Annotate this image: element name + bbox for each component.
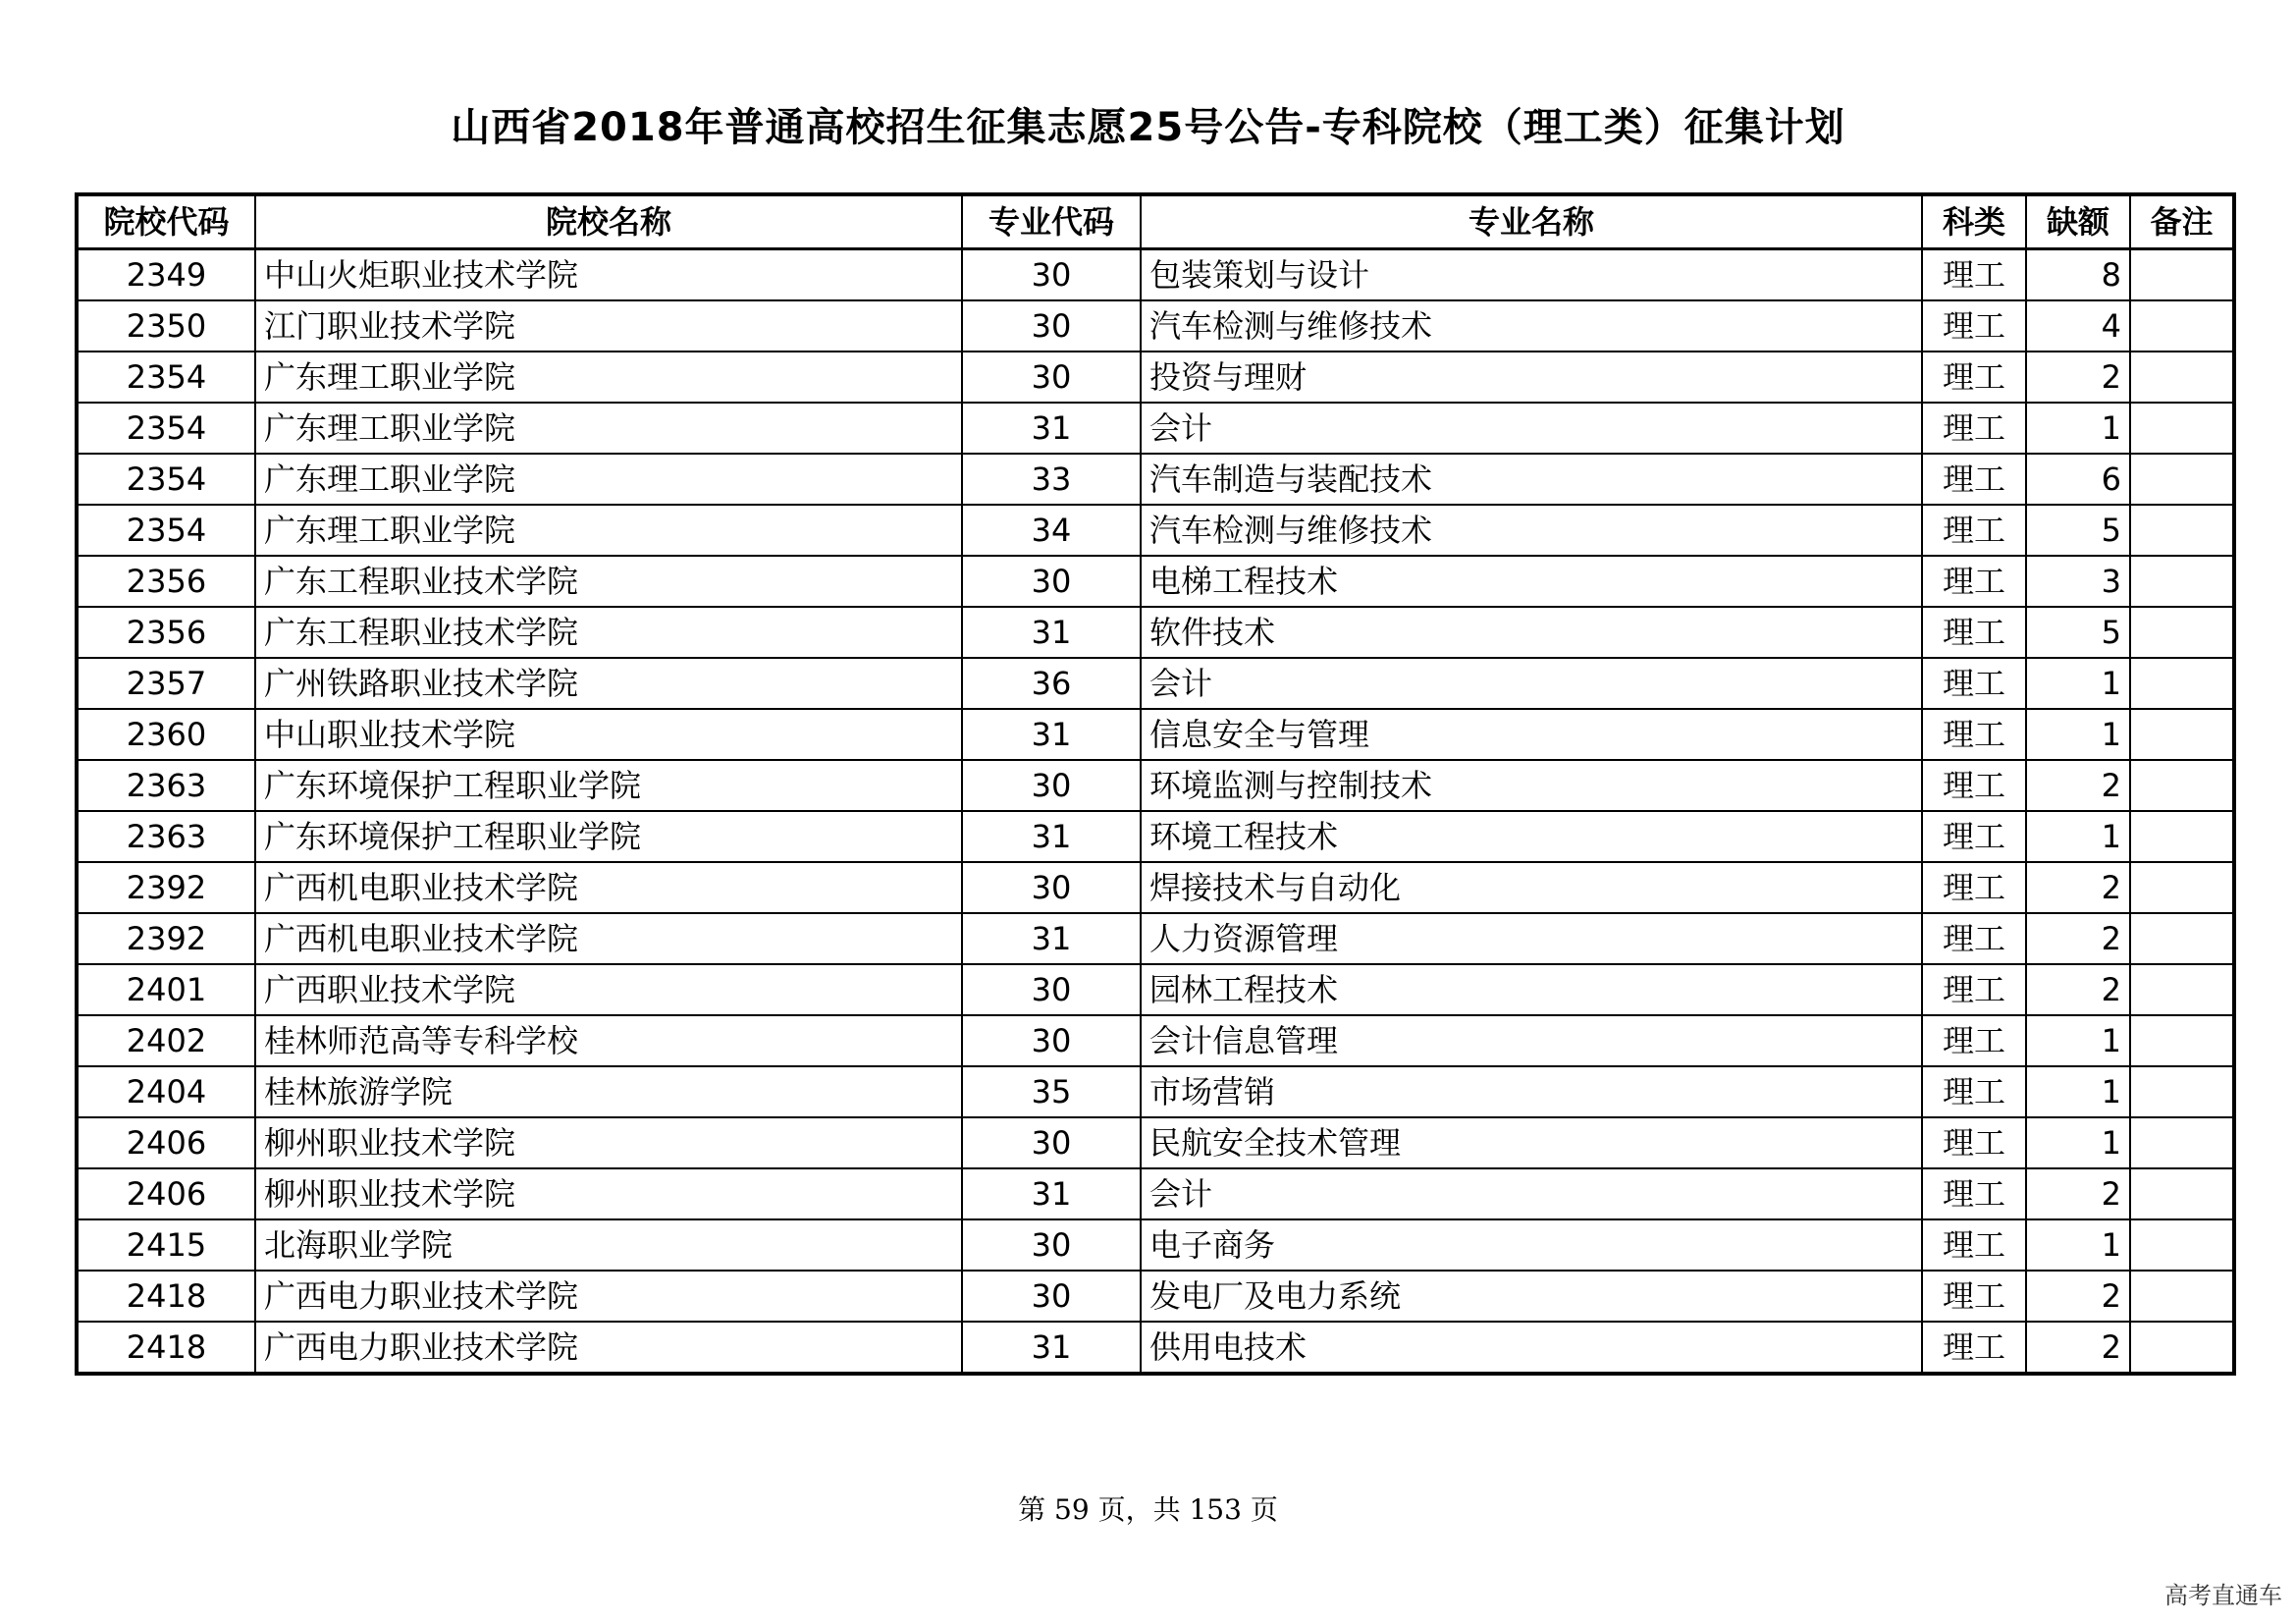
cell-category: 理工 xyxy=(1922,556,2026,607)
cell-note xyxy=(2130,709,2234,760)
table-row xyxy=(77,454,2234,505)
cell-school-name: 广东环境保护工程职业学院 xyxy=(255,760,962,811)
cell-note xyxy=(2130,1219,2234,1271)
table-row xyxy=(77,1219,2234,1271)
watermark-text: 高考直通车 xyxy=(2164,1582,2282,1609)
cell-category: 理工 xyxy=(1922,964,2026,1015)
cell-note xyxy=(2130,505,2234,556)
cell-school-code: 2415 xyxy=(77,1219,255,1271)
cell-school-code: 2356 xyxy=(77,556,255,607)
cell-major-name: 会计 xyxy=(1141,658,1922,709)
cell-school-name: 广西电力职业技术学院 xyxy=(255,1322,962,1374)
cell-school-code: 2357 xyxy=(77,658,255,709)
cell-major-name: 供用电技术 xyxy=(1141,1322,1922,1374)
cell-major-code: 30 xyxy=(962,862,1141,913)
cell-major-code: 30 xyxy=(962,1117,1141,1168)
cell-quota: 5 xyxy=(2026,607,2130,658)
cell-major-name: 汽车检测与维修技术 xyxy=(1141,505,1922,556)
cell-school-name: 广东工程职业技术学院 xyxy=(255,556,962,607)
table-header-row xyxy=(77,194,2234,249)
cell-category: 理工 xyxy=(1922,249,2026,301)
page-title: 山西省2018年普通高校招生征集志愿25号公告-专科院校（理工类）征集计划 xyxy=(451,105,1845,150)
cell-quota: 1 xyxy=(2026,1066,2130,1117)
cell-major-name: 汽车检测与维修技术 xyxy=(1141,300,1922,352)
cell-school-name: 中山火炬职业技术学院 xyxy=(255,249,962,301)
header-school-name: 院校名称 xyxy=(255,194,962,249)
cell-note xyxy=(2130,454,2234,505)
cell-note xyxy=(2130,249,2234,301)
cell-school-name: 广州铁路职业技术学院 xyxy=(255,658,962,709)
header-note: 备注 xyxy=(2130,194,2234,249)
cell-quota: 4 xyxy=(2026,300,2130,352)
cell-quota: 1 xyxy=(2026,1117,2130,1168)
header-category: 科类 xyxy=(1922,194,2026,249)
cell-quota: 2 xyxy=(2026,1322,2130,1374)
cell-note xyxy=(2130,300,2234,352)
cell-quota: 2 xyxy=(2026,1168,2130,1219)
cell-school-code: 2349 xyxy=(77,249,255,301)
table-row xyxy=(77,1015,2234,1066)
cell-major-code: 30 xyxy=(962,964,1141,1015)
cell-major-name: 汽车制造与装配技术 xyxy=(1141,454,1922,505)
cell-note xyxy=(2130,1117,2234,1168)
table-row xyxy=(77,1117,2234,1168)
cell-major-name: 软件技术 xyxy=(1141,607,1922,658)
cell-school-name: 广西机电职业技术学院 xyxy=(255,913,962,964)
table-body xyxy=(77,249,2234,1375)
cell-major-name: 投资与理财 xyxy=(1141,352,1922,403)
table-row xyxy=(77,1322,2234,1374)
cell-major-code: 31 xyxy=(962,403,1141,454)
cell-category: 理工 xyxy=(1922,1066,2026,1117)
cell-major-name: 人力资源管理 xyxy=(1141,913,1922,964)
cell-school-name: 广西电力职业技术学院 xyxy=(255,1271,962,1322)
cell-quota: 6 xyxy=(2026,454,2130,505)
cell-major-code: 30 xyxy=(962,1219,1141,1271)
plan-table-container xyxy=(75,192,2232,1376)
cell-category: 理工 xyxy=(1922,1117,2026,1168)
table-row xyxy=(77,1168,2234,1219)
cell-note xyxy=(2130,964,2234,1015)
table-row xyxy=(77,760,2234,811)
cell-category: 理工 xyxy=(1922,454,2026,505)
cell-note xyxy=(2130,658,2234,709)
cell-note xyxy=(2130,607,2234,658)
cell-school-code: 2392 xyxy=(77,862,255,913)
cell-school-code: 2418 xyxy=(77,1322,255,1374)
cell-school-name: 江门职业技术学院 xyxy=(255,300,962,352)
cell-major-name: 会计 xyxy=(1141,403,1922,454)
cell-school-name: 柳州职业技术学院 xyxy=(255,1168,962,1219)
page-number-footer: 第 59 页，共 153 页 xyxy=(1018,1493,1278,1526)
table-row xyxy=(77,300,2234,352)
cell-quota: 2 xyxy=(2026,862,2130,913)
cell-quota: 8 xyxy=(2026,249,2130,301)
cell-major-code: 31 xyxy=(962,1168,1141,1219)
cell-major-name: 市场营销 xyxy=(1141,1066,1922,1117)
cell-note xyxy=(2130,1322,2234,1374)
cell-quota: 2 xyxy=(2026,352,2130,403)
cell-category: 理工 xyxy=(1922,1219,2026,1271)
cell-major-code: 31 xyxy=(962,709,1141,760)
cell-category: 理工 xyxy=(1922,352,2026,403)
table-row xyxy=(77,913,2234,964)
cell-major-code: 31 xyxy=(962,1322,1141,1374)
cell-major-name: 会计信息管理 xyxy=(1141,1015,1922,1066)
header-major-name: 专业名称 xyxy=(1141,194,1922,249)
table-row xyxy=(77,556,2234,607)
table-row xyxy=(77,1271,2234,1322)
cell-school-code: 2401 xyxy=(77,964,255,1015)
cell-major-code: 31 xyxy=(962,607,1141,658)
cell-school-name: 广东工程职业技术学院 xyxy=(255,607,962,658)
cell-major-code: 31 xyxy=(962,811,1141,862)
cell-category: 理工 xyxy=(1922,1015,2026,1066)
cell-major-code: 30 xyxy=(962,249,1141,301)
cell-category: 理工 xyxy=(1922,658,2026,709)
cell-note xyxy=(2130,862,2234,913)
cell-school-code: 2354 xyxy=(77,352,255,403)
cell-major-code: 36 xyxy=(962,658,1141,709)
plan-table xyxy=(75,192,2236,1376)
cell-quota: 2 xyxy=(2026,964,2130,1015)
header-major-code: 专业代码 xyxy=(962,194,1141,249)
cell-school-name: 广东理工职业学院 xyxy=(255,403,962,454)
cell-category: 理工 xyxy=(1922,862,2026,913)
cell-school-name: 广东理工职业学院 xyxy=(255,505,962,556)
cell-category: 理工 xyxy=(1922,760,2026,811)
cell-quota: 1 xyxy=(2026,1219,2130,1271)
cell-category: 理工 xyxy=(1922,607,2026,658)
cell-quota: 2 xyxy=(2026,1271,2130,1322)
cell-school-name: 中山职业技术学院 xyxy=(255,709,962,760)
cell-major-code: 31 xyxy=(962,913,1141,964)
cell-school-code: 2392 xyxy=(77,913,255,964)
cell-major-code: 33 xyxy=(962,454,1141,505)
cell-school-name: 广西机电职业技术学院 xyxy=(255,862,962,913)
cell-school-name: 北海职业学院 xyxy=(255,1219,962,1271)
cell-note xyxy=(2130,1015,2234,1066)
cell-category: 理工 xyxy=(1922,811,2026,862)
cell-major-name: 会计 xyxy=(1141,1168,1922,1219)
cell-category: 理工 xyxy=(1922,913,2026,964)
cell-major-name: 电梯工程技术 xyxy=(1141,556,1922,607)
cell-category: 理工 xyxy=(1922,505,2026,556)
table-row xyxy=(77,352,2234,403)
table-row xyxy=(77,658,2234,709)
cell-major-code: 30 xyxy=(962,556,1141,607)
cell-major-name: 发电厂及电力系统 xyxy=(1141,1271,1922,1322)
cell-quota: 3 xyxy=(2026,556,2130,607)
cell-note xyxy=(2130,556,2234,607)
table-row xyxy=(77,1066,2234,1117)
table-row xyxy=(77,964,2234,1015)
cell-school-name: 广东理工职业学院 xyxy=(255,352,962,403)
cell-note xyxy=(2130,811,2234,862)
table-row xyxy=(77,249,2234,301)
cell-major-code: 30 xyxy=(962,300,1141,352)
header-school-code: 院校代码 xyxy=(77,194,255,249)
cell-school-code: 2402 xyxy=(77,1015,255,1066)
cell-quota: 1 xyxy=(2026,709,2130,760)
cell-quota: 2 xyxy=(2026,913,2130,964)
cell-category: 理工 xyxy=(1922,403,2026,454)
cell-school-code: 2363 xyxy=(77,811,255,862)
cell-school-code: 2363 xyxy=(77,760,255,811)
cell-quota: 1 xyxy=(2026,403,2130,454)
cell-school-name: 桂林师范高等专科学校 xyxy=(255,1015,962,1066)
cell-school-code: 2406 xyxy=(77,1168,255,1219)
cell-school-name: 广东理工职业学院 xyxy=(255,454,962,505)
cell-quota: 2 xyxy=(2026,760,2130,811)
cell-school-code: 2406 xyxy=(77,1117,255,1168)
cell-major-name: 环境监测与控制技术 xyxy=(1141,760,1922,811)
cell-quota: 1 xyxy=(2026,811,2130,862)
cell-school-name: 广东环境保护工程职业学院 xyxy=(255,811,962,862)
cell-major-code: 35 xyxy=(962,1066,1141,1117)
cell-note xyxy=(2130,403,2234,454)
cell-major-name: 焊接技术与自动化 xyxy=(1141,862,1922,913)
cell-category: 理工 xyxy=(1922,709,2026,760)
cell-category: 理工 xyxy=(1922,1271,2026,1322)
cell-school-code: 2404 xyxy=(77,1066,255,1117)
cell-major-name: 包装策划与设计 xyxy=(1141,249,1922,301)
cell-major-name: 园林工程技术 xyxy=(1141,964,1922,1015)
cell-school-name: 桂林旅游学院 xyxy=(255,1066,962,1117)
cell-school-name: 柳州职业技术学院 xyxy=(255,1117,962,1168)
table-row xyxy=(77,862,2234,913)
cell-major-name: 电子商务 xyxy=(1141,1219,1922,1271)
header-quota: 缺额 xyxy=(2026,194,2130,249)
cell-major-name: 信息安全与管理 xyxy=(1141,709,1922,760)
cell-category: 理工 xyxy=(1922,1168,2026,1219)
cell-quota: 1 xyxy=(2026,1015,2130,1066)
table-row xyxy=(77,403,2234,454)
cell-quota: 1 xyxy=(2026,658,2130,709)
cell-note xyxy=(2130,1168,2234,1219)
cell-school-code: 2418 xyxy=(77,1271,255,1322)
table-row xyxy=(77,811,2234,862)
cell-major-code: 30 xyxy=(962,352,1141,403)
cell-major-code: 30 xyxy=(962,1271,1141,1322)
cell-major-code: 30 xyxy=(962,1015,1141,1066)
cell-school-code: 2360 xyxy=(77,709,255,760)
table-row xyxy=(77,709,2234,760)
cell-school-code: 2354 xyxy=(77,403,255,454)
table-row xyxy=(77,505,2234,556)
cell-category: 理工 xyxy=(1922,300,2026,352)
cell-school-code: 2354 xyxy=(77,454,255,505)
cell-quota: 5 xyxy=(2026,505,2130,556)
cell-school-code: 2350 xyxy=(77,300,255,352)
cell-major-code: 30 xyxy=(962,760,1141,811)
cell-note xyxy=(2130,760,2234,811)
cell-school-code: 2354 xyxy=(77,505,255,556)
cell-note xyxy=(2130,352,2234,403)
cell-note xyxy=(2130,1066,2234,1117)
cell-school-name: 广西职业技术学院 xyxy=(255,964,962,1015)
cell-major-code: 34 xyxy=(962,505,1141,556)
cell-school-code: 2356 xyxy=(77,607,255,658)
cell-major-name: 民航安全技术管理 xyxy=(1141,1117,1922,1168)
cell-note xyxy=(2130,1271,2234,1322)
cell-major-name: 环境工程技术 xyxy=(1141,811,1922,862)
cell-category: 理工 xyxy=(1922,1322,2026,1374)
cell-note xyxy=(2130,913,2234,964)
table-row xyxy=(77,607,2234,658)
